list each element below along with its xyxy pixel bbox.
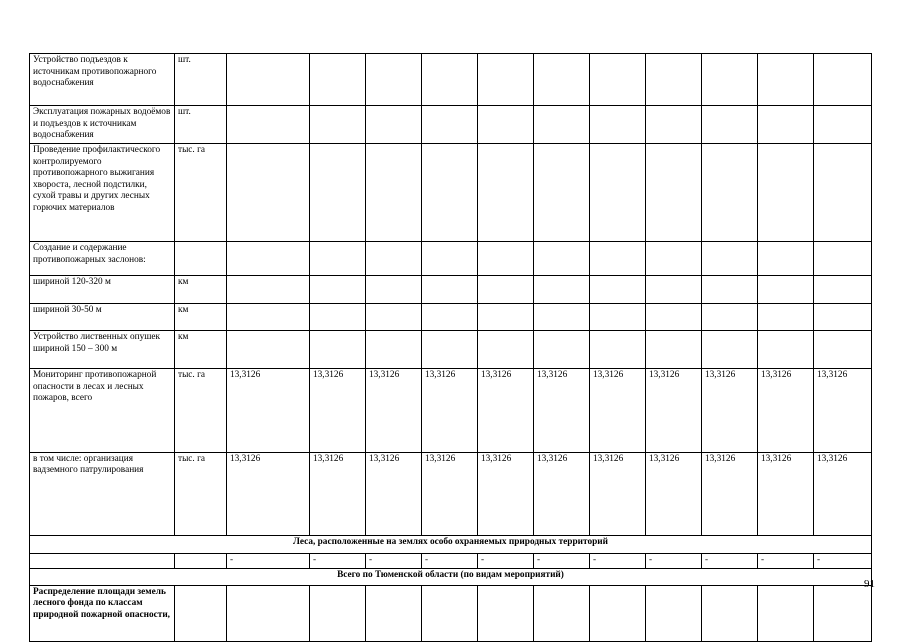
value-cell: 13,3126 — [366, 452, 422, 536]
value-cell — [227, 585, 310, 641]
row-unit: км — [175, 304, 227, 331]
table-row — [30, 585, 872, 641]
value-cell: 13,3126 — [590, 369, 646, 453]
value-cell — [478, 585, 534, 641]
value-cell — [534, 54, 590, 106]
value-cell: 13,3126 — [814, 369, 872, 453]
value-cell — [702, 54, 758, 106]
value-cell — [366, 144, 422, 242]
row-unit: км — [175, 331, 227, 369]
value-cell: - — [534, 554, 590, 569]
value-cell — [814, 331, 872, 369]
table-row — [30, 554, 872, 569]
table-row — [30, 242, 872, 276]
table-row — [30, 144, 872, 242]
value-cell — [534, 304, 590, 331]
value-cell — [814, 276, 872, 304]
value-cell — [366, 331, 422, 369]
value-cell — [702, 276, 758, 304]
value-cell: 13,3126 — [478, 452, 534, 536]
value-cell — [590, 585, 646, 641]
value-cell — [366, 54, 422, 106]
value-cell — [758, 304, 814, 331]
value-cell — [310, 304, 366, 331]
value-cell — [702, 331, 758, 369]
value-cell: 13,3126 — [702, 452, 758, 536]
value-cell — [702, 242, 758, 276]
value-cell: 13,3126 — [646, 452, 702, 536]
value-cell — [534, 144, 590, 242]
section-title: Всего по Тюменской области (по видам мероприятий) — [30, 568, 872, 585]
value-cell — [758, 276, 814, 304]
value-cell — [590, 54, 646, 106]
value-cell — [366, 242, 422, 276]
value-cell — [758, 585, 814, 641]
value-cell: 13,3126 — [534, 452, 590, 536]
table-row — [30, 452, 872, 536]
value-cell — [590, 144, 646, 242]
value-cell — [814, 304, 872, 331]
row-name — [30, 554, 175, 569]
table-row — [30, 106, 872, 144]
value-cell: - — [814, 554, 872, 569]
value-cell: 13,3126 — [422, 452, 478, 536]
value-cell: - — [422, 554, 478, 569]
value-cell — [534, 242, 590, 276]
value-cell: 13,3126 — [758, 452, 814, 536]
value-cell — [590, 331, 646, 369]
row-unit: тыс. га — [175, 369, 227, 453]
value-cell — [310, 585, 366, 641]
value-cell — [646, 304, 702, 331]
value-cell — [702, 304, 758, 331]
value-cell: 13,3126 — [758, 369, 814, 453]
value-cell — [646, 144, 702, 242]
row-name: в том числе: организация вадземного патрулирования — [30, 452, 175, 536]
value-cell — [422, 54, 478, 106]
value-cell — [227, 54, 310, 106]
row-unit: км — [175, 276, 227, 304]
value-cell: 13,3126 — [227, 369, 310, 453]
row-name: Мониторинг противопожарной опасности в лесах и лесных пожаров, всего — [30, 369, 175, 453]
value-cell — [534, 106, 590, 144]
row-unit: шт. — [175, 106, 227, 144]
section-header-row — [30, 568, 872, 585]
value-cell — [366, 106, 422, 144]
value-cell — [227, 331, 310, 369]
value-cell: - — [366, 554, 422, 569]
value-cell — [590, 304, 646, 331]
value-cell — [366, 276, 422, 304]
row-unit — [175, 554, 227, 569]
value-cell — [814, 106, 872, 144]
section-title: Леса, расположенные на землях особо охраняемых природных территорий — [30, 536, 872, 554]
value-cell — [590, 242, 646, 276]
value-cell — [422, 106, 478, 144]
value-cell — [478, 106, 534, 144]
row-name: Эксплуатация пожарных водоёмов и подъездов к источникам водоснабжения — [30, 106, 175, 144]
value-cell — [478, 144, 534, 242]
row-name: Проведение профилактического контролируемого противопожарного выжигания хвороста, лесной подстилки, сухой травы и других лесных горючих материалов — [30, 144, 175, 242]
value-cell: - — [702, 554, 758, 569]
value-cell: 13,3126 — [310, 369, 366, 453]
value-cell — [227, 106, 310, 144]
value-cell — [227, 144, 310, 242]
value-cell — [310, 276, 366, 304]
value-cell — [646, 331, 702, 369]
value-cell — [478, 276, 534, 304]
value-cell — [702, 144, 758, 242]
value-cell: - — [227, 554, 310, 569]
page-number: 91 — [864, 578, 875, 590]
value-cell — [534, 585, 590, 641]
row-name: шириной 30-50 м — [30, 304, 175, 331]
value-cell — [702, 585, 758, 641]
value-cell — [422, 144, 478, 242]
value-cell — [590, 276, 646, 304]
row-unit — [175, 242, 227, 276]
table-row — [30, 331, 872, 369]
value-cell — [814, 54, 872, 106]
row-unit: шт. — [175, 54, 227, 106]
value-cell — [478, 331, 534, 369]
value-cell — [646, 585, 702, 641]
value-cell: 13,3126 — [590, 452, 646, 536]
value-cell — [646, 106, 702, 144]
value-cell: 13,3126 — [366, 369, 422, 453]
row-unit — [175, 585, 227, 641]
value-cell — [758, 54, 814, 106]
value-cell — [227, 242, 310, 276]
table-row — [30, 304, 872, 331]
value-cell — [227, 304, 310, 331]
section-header-row — [30, 536, 872, 554]
value-cell — [422, 585, 478, 641]
value-cell — [534, 276, 590, 304]
value-cell — [478, 54, 534, 106]
row-unit: тыс. га — [175, 452, 227, 536]
table-row — [30, 276, 872, 304]
value-cell — [646, 276, 702, 304]
row-name: Создание и содержание противопожарных заслонов: — [30, 242, 175, 276]
value-cell — [758, 106, 814, 144]
value-cell — [478, 304, 534, 331]
value-cell: 13,3126 — [534, 369, 590, 453]
value-cell: - — [478, 554, 534, 569]
value-cell — [310, 242, 366, 276]
value-cell: 13,3126 — [227, 452, 310, 536]
value-cell — [590, 106, 646, 144]
value-cell: 13,3126 — [814, 452, 872, 536]
table-row — [30, 54, 872, 106]
value-cell — [310, 144, 366, 242]
row-name: Устройство подъездов к источникам противопожарного водоснабжения — [30, 54, 175, 106]
value-cell — [702, 106, 758, 144]
value-cell — [422, 304, 478, 331]
value-cell: 13,3126 — [646, 369, 702, 453]
value-cell — [422, 242, 478, 276]
value-cell — [310, 106, 366, 144]
value-cell — [422, 331, 478, 369]
value-cell: - — [310, 554, 366, 569]
value-cell — [814, 242, 872, 276]
row-name: шириной 120-320 м — [30, 276, 175, 304]
value-cell — [534, 331, 590, 369]
value-cell — [366, 585, 422, 641]
value-cell — [646, 54, 702, 106]
value-cell — [758, 242, 814, 276]
value-cell — [646, 242, 702, 276]
value-cell: - — [646, 554, 702, 569]
value-cell: 13,3126 — [478, 369, 534, 453]
value-cell — [814, 585, 872, 641]
table-row — [30, 369, 872, 453]
value-cell: - — [590, 554, 646, 569]
value-cell — [366, 304, 422, 331]
value-cell — [227, 276, 310, 304]
value-cell — [758, 331, 814, 369]
value-cell: 13,3126 — [310, 452, 366, 536]
value-cell — [310, 331, 366, 369]
row-name: Распределение площади земель лесного фонда по классам природной пожарной опасности, — [30, 585, 175, 641]
value-cell: 13,3126 — [702, 369, 758, 453]
value-cell — [310, 54, 366, 106]
value-cell — [422, 276, 478, 304]
value-cell: 13,3126 — [422, 369, 478, 453]
activities-table — [29, 53, 872, 642]
value-cell — [758, 144, 814, 242]
row-name: Устройство лиственных опушек шириной 150 – 300 м — [30, 331, 175, 369]
value-cell — [478, 242, 534, 276]
value-cell: - — [758, 554, 814, 569]
value-cell — [814, 144, 872, 242]
row-unit: тыс. га — [175, 144, 227, 242]
